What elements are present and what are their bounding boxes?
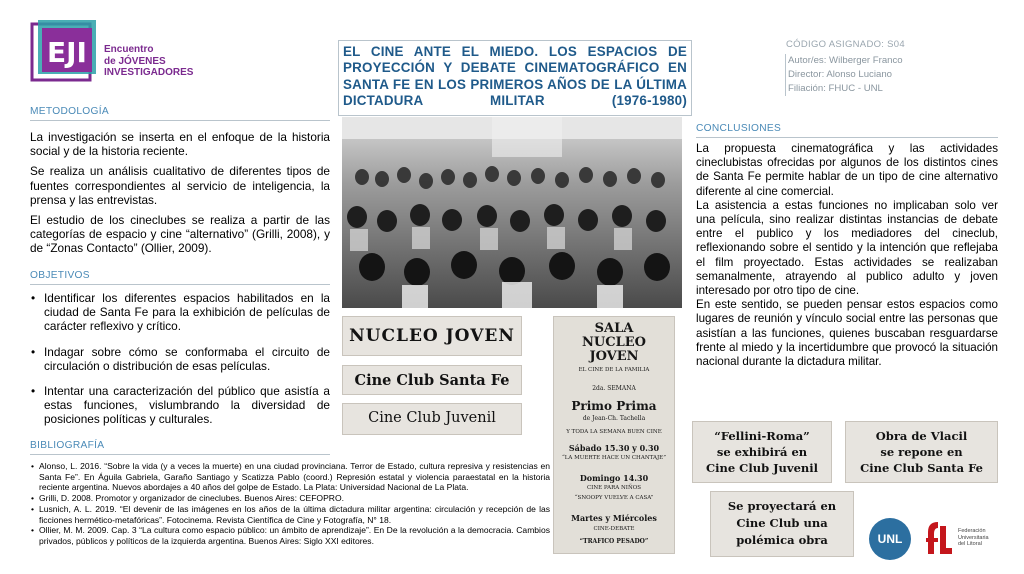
bibliography-item: • Ollier, M. M. 2009. Cap. 3 “La cultura como espacio público: un ámbito de aprendizaje”. En De la revolución a la democracia. Cambios privados, públicos y políticos de la izquierda argentina. Buenos Aires: Siglo XXI editores.	[30, 525, 550, 546]
clipping-line: Se proyectará en	[727, 499, 837, 513]
clipping-text: NUCLEO JOVEN	[349, 326, 515, 346]
clipping-se-proyectara	[710, 491, 854, 557]
objective-item: • Indagar sobre cómo se conformaba el circuito de circulación o distribución de esas películas.	[30, 345, 330, 373]
ad-line: SALA	[594, 321, 634, 336]
clipping-text	[846, 428, 997, 476]
clipping-line: Cine Club una	[736, 516, 828, 530]
objective-item: • Intentar una caracterización del público que asistía a estas funciones, vislumbrando la diversidad de posiciones políticas y culturales.	[30, 384, 330, 427]
title-box	[338, 40, 692, 116]
ad-line: NUCLEO	[582, 335, 646, 350]
ad-line: EL CINE DE LA FAMILIA	[578, 367, 650, 373]
ad-line: Sábado 15.30 y 0.30	[568, 443, 660, 453]
clipping-text: Cine Club Santa Fe	[354, 372, 510, 389]
methodology-heading: METODOLOGÍA	[30, 106, 330, 121]
bibliography-item: • Alonso, L. 2016. “Sobre la vida (y a veces la muerte) en una ciudad provinciana. Terror de Estado, cultura represiva y resistencias en Santa Fe”. En Águila Gabriela, Garaño Santiago y Scatizza Pablo (coord.) Represión estatal y violencia paraestatal en la historia reciente argentina. Nuevos abordajes a 40 años del golpe de Estado. La Plata: Universidad Nacional de La Plata.	[30, 461, 550, 493]
ad-line: JOVEN	[589, 349, 639, 364]
methodology-paragraph: La investigación se inserta en el enfoque de la historia social y de la historia reciente.	[30, 130, 330, 159]
fu-line: del Litoral	[958, 541, 982, 547]
objectives-heading: OBJETIVOS	[30, 270, 330, 285]
clipping-line: Cine Club Juvenil	[705, 461, 819, 475]
logo-text-line3: INVESTIGADORES	[104, 67, 194, 78]
federacion-universitaria-logo	[924, 518, 1004, 560]
clipping-line: “Fellini-Roma”	[714, 429, 810, 443]
conclusions-paragraph: En este sentido, se pueden pensar estos espacios como lugares de reunión y vínculo social entre las personas que asistían a las funciones, quienes buscaban resguardarse frente al miedo y la incertidumbre que provocó la situación nacional durante la dictadura militar.	[696, 298, 998, 369]
filiation: Filiación: FHUC - UNL	[788, 83, 883, 94]
clipping-line: polémica obra	[736, 533, 828, 547]
clipping-line: Cine Club Santa Fe	[860, 461, 983, 475]
methodology-paragraph: El estudio de los cineclubes se realiza a partir de las categorías de espacio y cine “alternativo” (Grilli, 2008), y de “Zonas Contacto” (Ollier, 2009).	[30, 213, 330, 256]
fu-line: Federación	[958, 528, 986, 534]
clipping-line: se repone en	[880, 445, 963, 459]
clipping-line: Obra de Vlacil	[875, 429, 968, 443]
svg-text:EJI: EJI	[47, 36, 87, 69]
assigned-code: CÓDIGO ASIGNADO: S04	[786, 39, 905, 50]
ad-line: Martes y Miércoles	[571, 513, 657, 523]
clipping-text: Cine Club Juvenil	[368, 410, 496, 426]
ad-line: Y TODA LA SEMANA BUEN CINE	[566, 429, 662, 435]
bibliography-list	[30, 461, 550, 547]
meta-block	[785, 54, 945, 96]
clipping-sala-nucleo-joven-ad	[553, 316, 675, 554]
director: Director: Alonso Luciano	[788, 69, 892, 80]
bibliography-heading: BIBLIOGRAFÍA	[30, 440, 330, 455]
ad-line: Primo Prima	[571, 399, 657, 413]
clipping-fellini-roma	[692, 421, 832, 483]
eji-logo	[30, 18, 100, 84]
logo-text-line1: Encuentro	[104, 44, 154, 55]
fu-line: Universitaria	[958, 534, 989, 541]
logo-text	[104, 44, 193, 79]
methodology-text	[30, 130, 330, 262]
ad-line: de Jean-Ch. Tachella	[582, 415, 646, 422]
conclusions-paragraph: La propuesta cinematográfica y las actividades cineclubistas ofrecidas por algunos de los distintos cines de Santa Fe permite hablar de un tipo de cine alternativo diferente al cine comercial.	[696, 142, 998, 198]
clipping-cine-club-santa-fe	[342, 365, 522, 395]
ad-line: CINE-DEBATE	[593, 526, 635, 532]
conclusions-heading: CONCLUSIONES	[696, 123, 998, 138]
clipping-text	[693, 428, 831, 476]
bibliography-item: • Lusnich, A. L. 2019. “El devenir de las imágenes en los años de la última dictadura militar argentina: circulación y recepción de las ficciones hermético-metafóricas”. Fotocinema. Revista Científica de Cine y Fotografía, N° 18.	[30, 504, 550, 525]
fu-text	[958, 528, 989, 548]
clipping-cine-club-juvenil	[342, 403, 522, 435]
bibliography-item: • Grilli, D. 2008. Promotor y organizador de cineclubes. Buenos Aires: CEFOPRO.	[30, 493, 550, 504]
clipping-text	[711, 498, 853, 549]
methodology-paragraph: Se realiza un análisis cualitativo de diferentes tipos de fuentes correspondientes al servicio de inteligencia, la prensa y las entrevistas.	[30, 164, 330, 207]
authors: Autor/es: Wilberger Franco	[788, 55, 903, 66]
ad-line: CINE PARA NIÑOS	[586, 485, 642, 491]
fu-emblem-icon	[924, 518, 956, 558]
conclusions-text	[696, 142, 998, 369]
ad-line: “LA MUERTE HACE UN CHANTAJE”	[561, 455, 667, 461]
poster-title: EL CINE ANTE EL MIEDO. LOS ESPACIOS DE PROYECCIÓN Y DEBATE CINEMATOGRÁFICO EN SANTA FE EN LOS PRIMEROS AÑOS DE LA ÚLTIMA DICTADURA MILITAR (1976-1980)	[343, 44, 687, 109]
ad-line: “SNOOPY VUELVE A CASA”	[574, 495, 654, 501]
objective-item: • Identificar los diferentes espacios habilitados en la ciudad de Santa Fe para la exhibición de películas de carácter reflexivo y crítico.	[30, 291, 330, 334]
ad-line: Domingo 14.30	[579, 473, 649, 483]
cinema-audience-photo	[342, 117, 682, 308]
ad-line: “TRAFICO PESADO”	[579, 538, 649, 545]
logo-text-line2: de JÓVENES	[104, 55, 166, 67]
conclusions-paragraph: La asistencia a estas funciones no implicaban solo ver una película, sino realizar distintas instancias de debate entre el publico y los mediadores del cineclub, reflexionando sobre el sentido y la intención que reflejaba el film proyectado. Estas actividades se realizaban semanalmente, atrayendo al publico adulto y joven interesado por otro tipo de cine.	[696, 198, 998, 298]
objectives-list	[30, 291, 330, 438]
ad-line: 2da. SEMANA	[592, 385, 636, 392]
clipping-obra-de-vlacil	[845, 421, 998, 483]
clipping-line: se exhibirá en	[716, 445, 808, 459]
clipping-nucleo-joven	[342, 316, 522, 356]
unl-logo: UNL	[869, 518, 911, 560]
